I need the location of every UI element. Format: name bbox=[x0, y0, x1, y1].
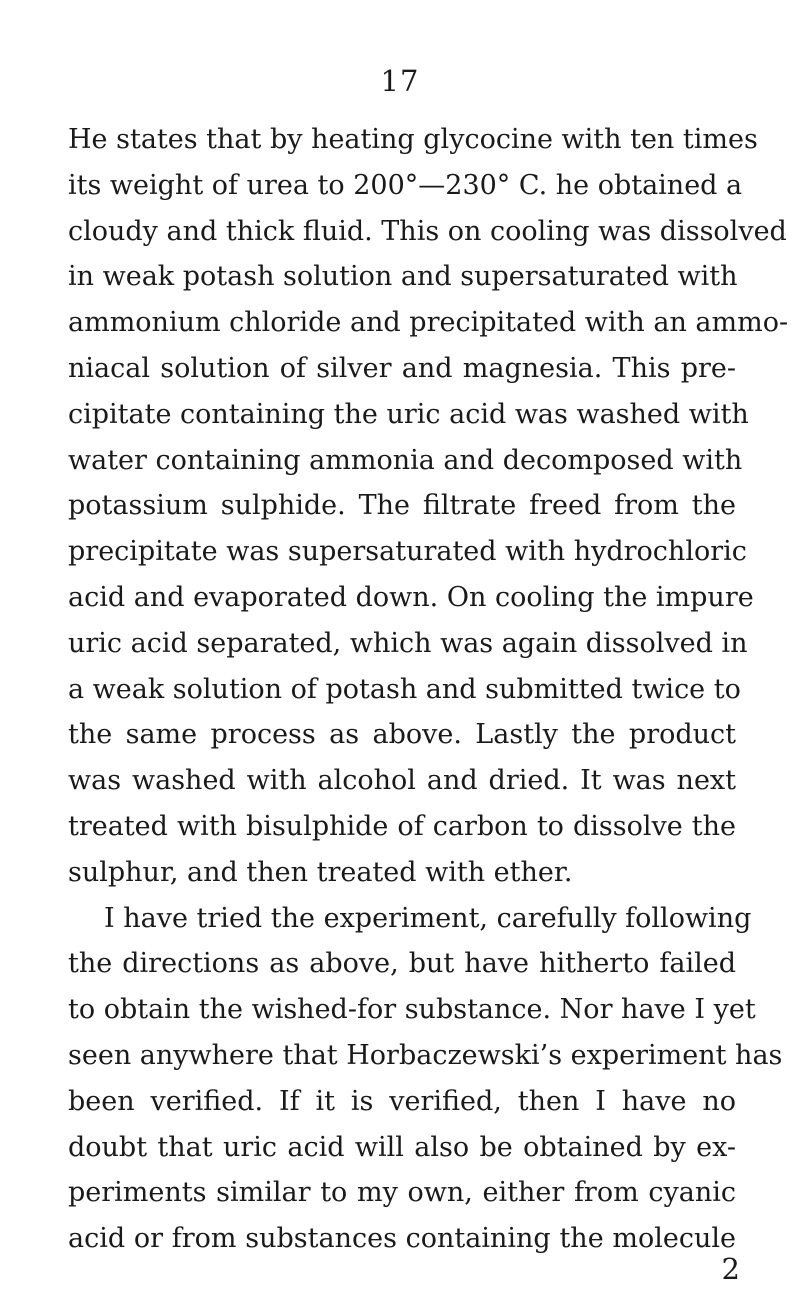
body-text bbox=[68, 117, 789, 1262]
text-line: was washed with alcohol and dried. It was next bbox=[68, 765, 736, 797]
text-line: seen anywhere that Horbaczewski’s experiment has bbox=[68, 1039, 783, 1071]
page-number: 17 bbox=[380, 64, 420, 98]
text-line: potassium sulphide. The filtrate freed from the bbox=[68, 490, 736, 522]
text-line: He states that by heating glycocine with ten times bbox=[68, 124, 758, 155]
text-line: the same process as above. Lastly the product bbox=[68, 719, 736, 751]
text-line: to obtain the wished-for substance. Nor have I yet bbox=[68, 994, 756, 1026]
text-line: uric acid separated, which was again dissolved in bbox=[68, 627, 748, 659]
text-line: sulphur, and then treated with ether. bbox=[68, 856, 573, 888]
text-line: niacal solution of silver and magnesia. This pre- bbox=[68, 352, 736, 384]
text-line: its weight of urea to 200°—230° C. he obtained a bbox=[68, 169, 743, 201]
text-line: ammonium chloride and precipitated with an ammo- bbox=[68, 307, 789, 339]
text-line: water containing ammonia and decomposed with bbox=[68, 444, 743, 476]
text-line: the directions as above, but have hitherto failed bbox=[68, 948, 736, 980]
text-line: periments similar to my own, either from cyanic bbox=[68, 1177, 736, 1209]
text-line: cloudy and thick fluid. This on cooling was dissolved bbox=[68, 215, 787, 247]
text-line: acid or from substances containing the molecule bbox=[68, 1223, 736, 1255]
signature-mark: 2 bbox=[721, 1252, 740, 1286]
text-line: in weak potash solution and supersaturated with bbox=[68, 261, 738, 293]
text-line: a weak solution of potash and submitted twice to bbox=[68, 673, 741, 705]
text-line: I have tried the experiment, carefully following bbox=[104, 902, 752, 934]
text-line: cipitate containing the uric acid was washed with bbox=[68, 398, 749, 430]
text-line: treated with bisulphide of carbon to dissolve the bbox=[68, 810, 736, 842]
text-line: acid and evaporated down. On cooling the impure bbox=[68, 581, 754, 613]
text-line: doubt that uric acid will also be obtained by ex- bbox=[68, 1131, 736, 1163]
text-line: been verified. If it is verified, then I have no bbox=[68, 1085, 736, 1117]
text-line: precipitate was supersaturated with hydrochloric bbox=[68, 536, 747, 568]
